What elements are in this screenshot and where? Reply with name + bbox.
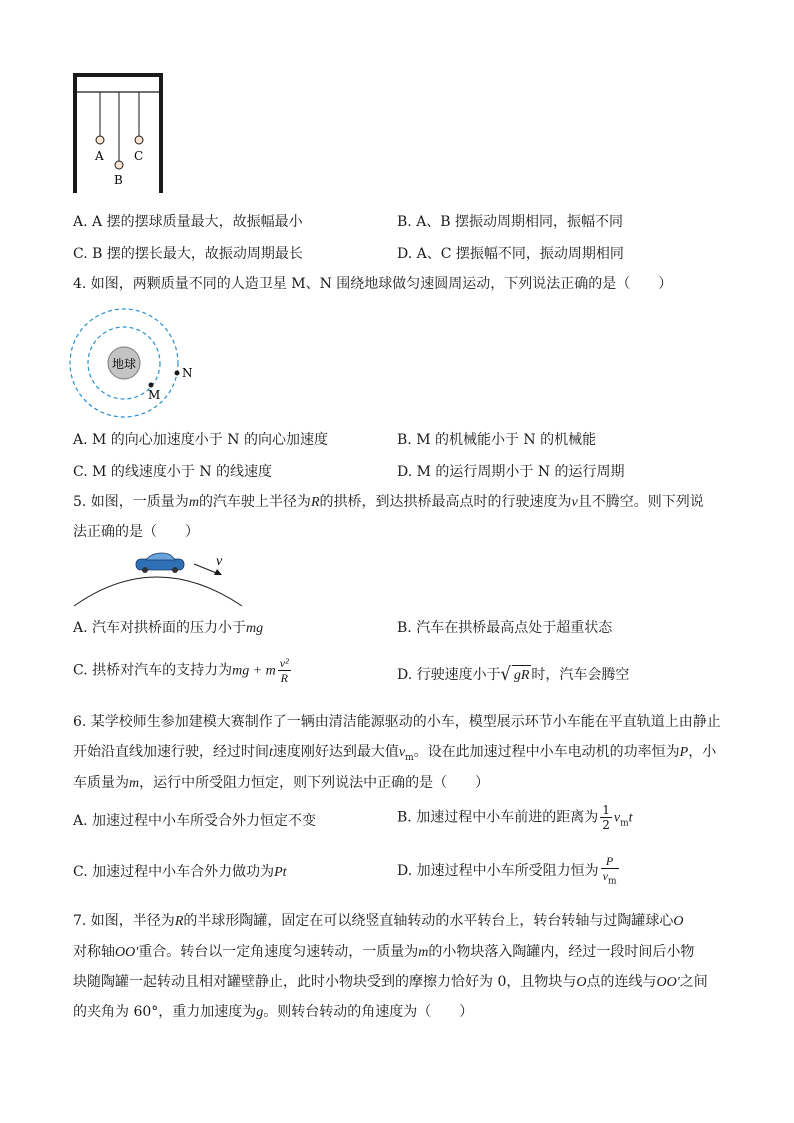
- pendulum-bob-c: [135, 136, 143, 144]
- q5-stem-line1: 5. 如图，一质量为m的汽车驶上半径为R的拱桥，到达拱桥最高点时的行驶速度为v且不腾空。则下列说: [73, 494, 704, 510]
- q6-stem-line3: 车质量为m，运行中所受阻力恒定，则下列说法中正确的是（ ）: [73, 775, 490, 791]
- q4-option-a: A. M 的向心加速度小于 N 的向心加速度: [73, 432, 328, 448]
- q4-option-b: B. M 的机械能小于 N 的机械能: [397, 432, 597, 448]
- q3-option-b: B. A、B 摆振动周期相同，振幅不同: [397, 214, 624, 230]
- q5-stem-line2: 法正确的是（ ）: [73, 524, 199, 540]
- q6-stem-line2: 开始沿直线加速行驶，经过时间t速度刚好达到最大值$v_m$。设在此加速过程中小车电动机的功率恒为P，小: [73, 744, 717, 763]
- q6-option-a: A. 加速过程中小车所受合外力恒定不变: [73, 813, 317, 829]
- bridge-arc: [74, 577, 242, 606]
- q5-option-d: D. 行驶速度小于√ gR 时，汽车会腾空: [397, 662, 630, 685]
- q6-option-d: D. 加速过程中小车所受阻力恒为 $\frac{P}{v_m}$: [397, 854, 617, 887]
- q3-option-c: C. B 摆的摆长最大，故振动周期最长: [73, 246, 303, 262]
- q3-option-d: D. A、C 摆振幅不同，振动周期相同: [397, 246, 624, 262]
- satellite-n: [175, 371, 180, 376]
- q6-stem-line1: 6. 某学校师生参加建模大赛制作了一辆由清洁能源驱动的小车，模型展示环节小车能在平直轨道上由静止: [73, 714, 721, 730]
- q7-stem-line2: 对称轴OO′重合。转台以一定角速度匀速转动，一质量为m的小物块落入陶罐内，经过一段时间后小物: [73, 944, 695, 960]
- satellite-n-label: N: [182, 366, 193, 380]
- q4-stem: 4. 如图，两颗质量不同的人造卫星 M、N 围绕地球做匀速圆周运动，下列说法正确的是（ ）: [73, 276, 673, 292]
- q7-stem-line3: 块随陶罐一起转动且相对罐壁静止，此时小物块受到的摩擦力恰好为 0，且物块与O点的连线与OO′之间: [73, 974, 708, 990]
- pendulum-bob-a: [96, 136, 104, 144]
- q6-option-b: B. 加速过程中小车前进的距离为 $\frac{1}{2}$ $v_mt$: [397, 803, 633, 832]
- earth-label: 地球: [111, 357, 137, 371]
- q7-stem-line1: 7. 如图，半径为R的半球形陶罐，固定在可以绕竖直轴转动的水平转台上，转台转轴与过陶罐球心O: [73, 913, 684, 929]
- arch-bridge-figure: [66, 548, 256, 610]
- q6-option-c: C. 加速过程中小车合外力做功为Pt: [73, 864, 287, 880]
- pendulum-label-b: B: [114, 173, 123, 187]
- car: [136, 553, 184, 573]
- pendulum-label-a: A: [95, 149, 104, 163]
- pendulum-figure: [60, 66, 180, 198]
- q5-option-a: A. 汽车对拱桥面的压力小于mg: [73, 620, 264, 636]
- satellite-orbit-figure: [64, 300, 214, 420]
- velocity-label: v: [216, 554, 223, 569]
- q4-option-c: C. M 的线速度小于 N 的线速度: [73, 464, 273, 480]
- q5-option-b: B. 汽车在拱桥最高点处于超重状态: [397, 620, 613, 636]
- pendulum-bob-b: [115, 161, 123, 169]
- q4-option-d: D. M 的运行周期小于 N 的运行周期: [397, 464, 625, 480]
- q3-option-a: A. A 摆的摆球质量最大，故振幅最小: [73, 214, 303, 230]
- satellite-m: [149, 383, 154, 388]
- satellite-m-label: M: [148, 388, 161, 402]
- pendulum-label-c: C: [134, 149, 144, 163]
- q5-option-c: C. 拱桥对汽车的支持力为mg + m $\frac{\text{v²}}{R}$: [73, 656, 289, 685]
- q7-stem-line4: 的夹角为 60°，重力加速度为g。则转台转动的角速度为（ ）: [73, 1004, 474, 1020]
